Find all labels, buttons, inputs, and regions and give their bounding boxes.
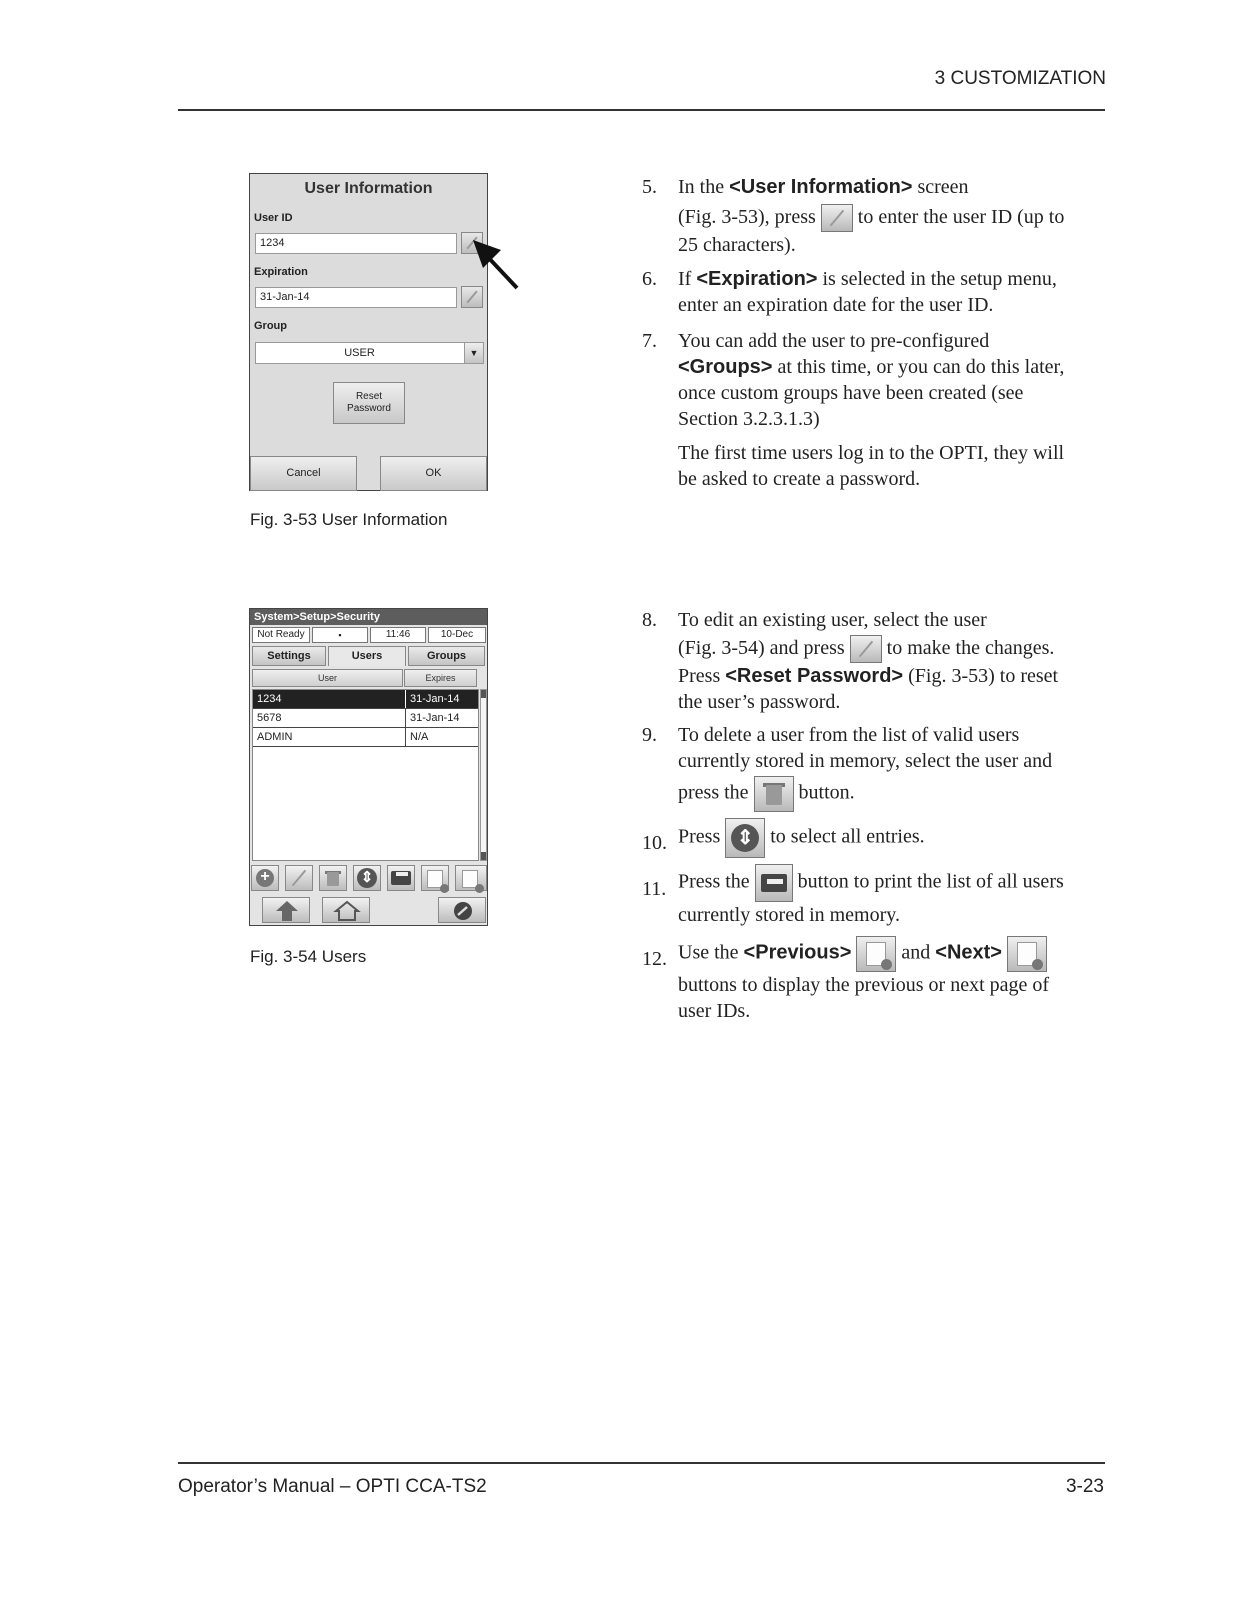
step-text: is selected in the setup menu, bbox=[817, 268, 1057, 290]
step-text: buttons to display the previous or next page of bbox=[678, 974, 1050, 996]
step-number: 10. bbox=[642, 832, 667, 854]
step-text: button. bbox=[793, 781, 855, 804]
pencil-icon bbox=[821, 204, 853, 232]
scrollbar[interactable] bbox=[480, 689, 487, 861]
previous-page-icon bbox=[856, 936, 896, 972]
print-button[interactable] bbox=[387, 865, 415, 891]
keyword: <Groups> bbox=[678, 356, 773, 378]
back-button[interactable] bbox=[262, 897, 310, 923]
scroll-up-arrow[interactable] bbox=[481, 690, 486, 698]
breadcrumb: System>Setup>Security bbox=[250, 609, 487, 625]
row-user: ADMIN bbox=[257, 731, 293, 743]
step-text: press the bbox=[678, 781, 754, 804]
date-display: 10-Dec bbox=[428, 627, 486, 643]
up-arrow-icon bbox=[263, 898, 311, 924]
step-text: You can add the user to pre-configured bbox=[678, 330, 990, 352]
expiration-label: Expiration bbox=[254, 266, 308, 278]
step-text: at this time, or you can do this later, bbox=[772, 356, 1065, 378]
keyword: <Next> bbox=[935, 941, 1002, 964]
tab-groups[interactable]: Groups bbox=[408, 646, 485, 666]
column-header-user[interactable]: User bbox=[252, 669, 403, 687]
pencil-icon bbox=[292, 870, 306, 887]
group-label: Group bbox=[254, 320, 287, 332]
step-text: 25 characters). bbox=[678, 234, 796, 257]
step-text: (Fig. 3-53) to reset bbox=[903, 665, 1059, 688]
step-number: 9. bbox=[642, 724, 657, 746]
pointer-arrow-icon bbox=[471, 238, 521, 292]
delete-user-button[interactable] bbox=[319, 865, 347, 891]
step-text: user IDs. bbox=[678, 1000, 751, 1022]
previous-page-button[interactable] bbox=[421, 865, 449, 891]
users-screen bbox=[249, 608, 488, 926]
step-text: In the bbox=[678, 176, 730, 198]
step-text: the user’s password. bbox=[678, 691, 841, 714]
scroll-down-arrow[interactable] bbox=[481, 852, 486, 860]
row-expires: N/A bbox=[410, 731, 429, 743]
reset-password-button[interactable] bbox=[333, 382, 405, 424]
header-rule bbox=[178, 109, 1105, 111]
trash-icon bbox=[754, 776, 794, 812]
step-text: screen bbox=[912, 176, 969, 198]
home-button[interactable] bbox=[322, 897, 370, 923]
step-text: and bbox=[896, 941, 936, 964]
table-row[interactable] bbox=[253, 709, 478, 728]
step-text: Use the bbox=[678, 941, 744, 964]
cancel-button[interactable]: Cancel bbox=[250, 456, 357, 491]
select-all-icon: ⇕ bbox=[725, 818, 765, 858]
keyword: <Previous> bbox=[743, 941, 852, 964]
group-select-value: USER bbox=[344, 347, 375, 359]
keyword: <Reset Password> bbox=[725, 665, 904, 688]
keyword: <Expiration> bbox=[696, 268, 818, 290]
table-row[interactable] bbox=[253, 690, 478, 709]
row-expires: 31-Jan-14 bbox=[410, 712, 460, 724]
column-header-expires[interactable]: Expires bbox=[404, 669, 477, 687]
step-text: (Fig. 3-53), press bbox=[678, 206, 821, 228]
step-number: 11. bbox=[642, 878, 667, 900]
next-page-button[interactable] bbox=[455, 865, 487, 891]
pencil-icon bbox=[850, 635, 882, 663]
trash-icon bbox=[327, 872, 339, 886]
keyword: <User Information> bbox=[729, 176, 913, 198]
group-select[interactable] bbox=[255, 342, 484, 364]
step-number: 5. bbox=[642, 176, 657, 198]
printer-icon bbox=[755, 864, 793, 902]
edit-user-button[interactable] bbox=[285, 865, 313, 891]
reset-label-line2: Password bbox=[347, 403, 391, 414]
row-user: 5678 bbox=[257, 712, 282, 724]
wrench-icon bbox=[439, 898, 487, 924]
expiration-field[interactable]: 31-Jan-14 bbox=[255, 287, 457, 308]
step-text: currently stored in memory, select the user and bbox=[678, 750, 1053, 772]
tab-users[interactable]: Users bbox=[328, 646, 406, 666]
step-text: If bbox=[678, 268, 697, 290]
step-text: Press bbox=[678, 825, 726, 848]
user-id-label: User ID bbox=[254, 212, 293, 224]
chevron-down-icon[interactable]: ▼ bbox=[464, 343, 483, 363]
step-text: button to print the list of all users bbox=[792, 870, 1064, 893]
pencil-icon bbox=[466, 291, 477, 304]
step-text: currently stored in memory. bbox=[678, 904, 900, 926]
step-text: Section 3.2.3.1.3) bbox=[678, 408, 820, 430]
reset-label-line1: Reset bbox=[355, 391, 383, 402]
footer-rule bbox=[178, 1462, 1105, 1464]
section-header: 3 CUSTOMIZATION bbox=[934, 68, 1106, 89]
step-text: Press bbox=[678, 665, 726, 688]
figure-caption: Fig. 3-54 Users bbox=[250, 947, 367, 966]
ok-button[interactable]: OK bbox=[380, 456, 487, 491]
screen-title: User Information bbox=[304, 180, 433, 197]
user-id-field[interactable]: 1234 bbox=[255, 233, 457, 254]
step-text: To delete a user from the list of valid users bbox=[678, 724, 1020, 746]
step-text: once custom groups have been created (see bbox=[678, 382, 1024, 404]
step-number: 12. bbox=[642, 948, 667, 970]
user-information-screen bbox=[249, 173, 488, 491]
status-indicator: Not Ready bbox=[252, 627, 310, 643]
step-text: be asked to create a password. bbox=[678, 468, 921, 490]
row-user: 1234 bbox=[257, 693, 282, 705]
user-list bbox=[252, 689, 479, 861]
tab-settings[interactable]: Settings bbox=[252, 646, 326, 666]
step-number: 7. bbox=[642, 330, 657, 352]
footer-manual-title: Operator’s Manual – OPTI CCA-TS2 bbox=[178, 1476, 487, 1497]
step-text: The first time users log in to the OPTI, they will bbox=[678, 442, 1065, 464]
step-text: enter an expiration date for the user ID. bbox=[678, 294, 994, 316]
step-text: to make the changes. bbox=[881, 637, 1055, 659]
page-number: 3-23 bbox=[1065, 1476, 1104, 1497]
time-display: 11:46 bbox=[370, 627, 426, 643]
select-all-button[interactable]: ⇕ bbox=[353, 865, 381, 891]
step-text: To edit an existing user, select the user bbox=[678, 609, 987, 631]
step-text: (Fig. 3-54) and press bbox=[678, 637, 850, 659]
figure-caption: Fig. 3-53 User Information bbox=[250, 510, 448, 529]
home-icon bbox=[323, 898, 371, 924]
next-page-icon bbox=[1007, 936, 1047, 972]
step-number: 8. bbox=[642, 609, 657, 631]
step-text: Press the bbox=[678, 870, 755, 893]
add-user-button[interactable]: + bbox=[251, 865, 279, 891]
step-number: 6. bbox=[642, 268, 657, 290]
tools-button[interactable] bbox=[438, 897, 486, 923]
status-icon-cell: ▪ bbox=[312, 627, 368, 643]
row-expires: 31-Jan-14 bbox=[410, 693, 460, 705]
table-row[interactable] bbox=[253, 728, 478, 747]
step-text: to select all entries. bbox=[765, 825, 925, 848]
step-text: to enter the user ID (up to bbox=[852, 206, 1065, 228]
